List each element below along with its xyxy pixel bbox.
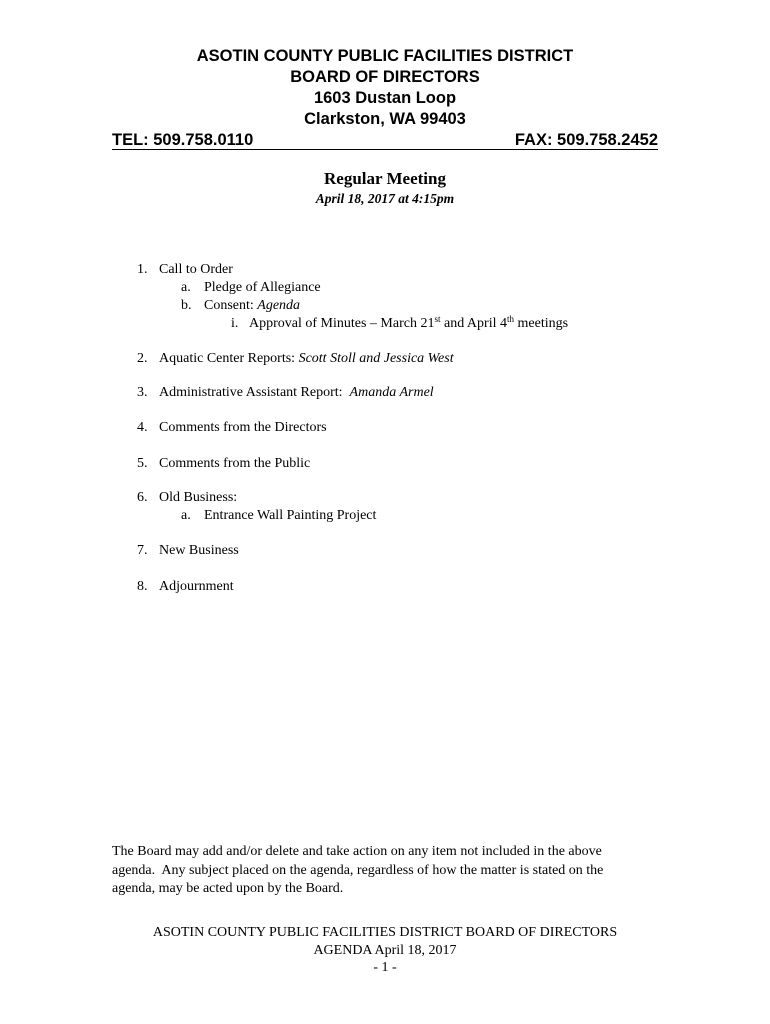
item-label: Administrative Assistant Report:: [159, 385, 350, 400]
item-label-mid: and April 4: [440, 316, 507, 331]
item-italic: Scott Stoll and Jessica West: [298, 351, 454, 366]
agenda-item-1a: [181, 279, 321, 297]
notice-line-1: The Board may add and/or delete and take action on any item not included in the above: [112, 844, 602, 859]
item-label: Entrance Wall Painting Project: [204, 508, 377, 523]
item-number: 1.: [137, 262, 148, 277]
item-label: Aquatic Center Reports:: [159, 351, 299, 366]
item-label: Call to Order: [159, 262, 233, 277]
agenda-item-6a: [181, 507, 376, 525]
agenda-item-2: [137, 350, 454, 368]
item-number: 3.: [137, 385, 148, 400]
item-number: 4.: [137, 420, 148, 435]
agenda-item-7: [137, 542, 239, 560]
item-label: Consent:: [204, 298, 258, 313]
ordinal-suffix: th: [506, 314, 514, 324]
fax-number: FAX: 509.758.2452: [514, 131, 658, 149]
footer-org: ASOTIN COUNTY PUBLIC FACILITIES DISTRICT BOARD OF DIRECTORS: [152, 925, 618, 940]
footer-agenda-date: AGENDA April 18, 2017: [313, 942, 457, 958]
street-address: 1603 Dustan Loop: [313, 89, 457, 107]
org-name: ASOTIN COUNTY PUBLIC FACILITIES DISTRICT: [196, 47, 574, 65]
agenda-item-4: [137, 419, 327, 437]
agenda-item-3: [137, 384, 434, 402]
agenda-item-8: [137, 578, 234, 596]
page-number: - 1 -: [373, 960, 397, 975]
letterhead: [112, 46, 658, 151]
item-letter: a.: [181, 508, 191, 523]
item-label: Pledge of Allegiance: [204, 280, 321, 295]
meeting-title: Regular Meeting: [324, 169, 446, 188]
item-italic: Amanda Armel: [349, 385, 434, 400]
agenda-item-6: [137, 489, 237, 507]
item-roman: i.: [231, 316, 239, 331]
item-italic: Agenda: [257, 298, 301, 313]
agenda-item-1b: [181, 297, 300, 315]
item-label: New Business: [159, 543, 239, 558]
board-name: BOARD OF DIRECTORS: [290, 68, 480, 86]
item-label-pre: Approval of Minutes – March 21: [249, 316, 435, 331]
agenda-item-5: [137, 455, 310, 473]
notice-line-3: agenda, may be acted upon by the Board.: [112, 881, 344, 896]
item-letter: a.: [181, 280, 191, 295]
item-number: 2.: [137, 351, 148, 366]
board-notice: [112, 843, 660, 899]
item-label: Comments from the Public: [159, 456, 311, 471]
page-footer: [0, 924, 770, 977]
item-letter: b.: [181, 298, 192, 313]
item-label-post: meetings: [514, 316, 569, 331]
agenda-item-1: [137, 261, 233, 279]
agenda-item-1bi: [231, 315, 568, 333]
item-label: Old Business:: [159, 490, 238, 505]
city-address: Clarkston, WA 99403: [304, 110, 466, 128]
notice-line-2: agenda. Any subject placed on the agenda, regardless of how the matter is stated on the: [112, 862, 604, 878]
item-number: 7.: [137, 543, 148, 558]
item-number: 6.: [137, 490, 148, 505]
item-label: Comments from the Directors: [159, 420, 327, 435]
item-number: 5.: [137, 456, 148, 471]
telephone: TEL: 509.758.0110: [112, 131, 254, 149]
meeting-date: April 18, 2017 at 4:15pm: [315, 191, 455, 206]
ordinal-suffix: st: [434, 314, 441, 324]
item-number: 8.: [137, 579, 148, 594]
header-rule: [112, 149, 658, 150]
contact-line: [112, 130, 658, 151]
item-label: Adjournment: [159, 579, 234, 594]
